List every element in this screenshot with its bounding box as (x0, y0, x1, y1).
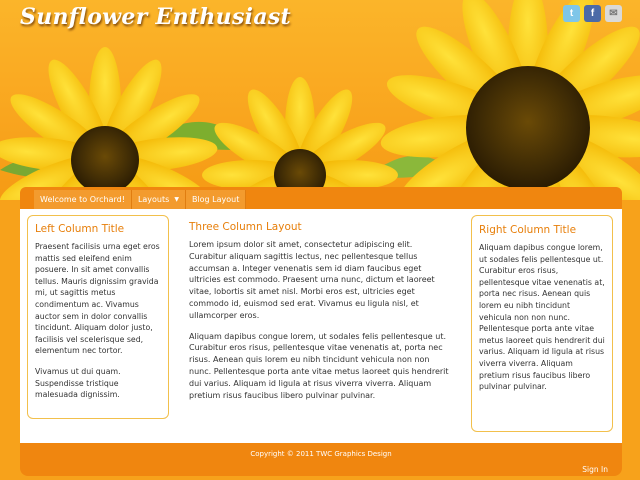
sign-in-link[interactable]: Sign In (582, 465, 608, 474)
left-column-paragraph: Vivamus ut dui quam. Suspendisse tristique malesuada dignissim. (35, 366, 121, 400)
main-nav-bar (20, 187, 622, 209)
copyright-text: Copyright © 2011 TWC Graphics Design (250, 450, 392, 458)
main-nav (34, 190, 246, 209)
site-title[interactable]: Sunflower Enthusiast (20, 4, 292, 30)
left-column (27, 215, 169, 419)
right-column-paragraph: Aliquam dapibus congue lorem, ut sodales felis pellentesque ut. Curabitur eros risus, pellentesque vitae venenatis at, porta nec risus. Aenean quis lorem eu nibh tincidunt vehicula non non nunc. Pellentesque porta ante vitae metus laoreet quis hendrerit dui varius. Aliquam id ligula at risus viverra viverra. Aliquam pretium risus faucibus libero pulvinar pulvinar. (479, 243, 605, 392)
center-column (189, 221, 451, 401)
nav-item-label: Layouts (137, 195, 170, 204)
facebook-icon[interactable]: f (584, 5, 601, 22)
center-column-paragraph: Lorem ipsum dolor sit amet, consectetur adipiscing elit. Curabitur aliquam sagittis lectus, nec pellentesque tellus accumsan a. Integer venenatis sem id diam faucibus eget ultricies est commodo. Praesent urna nunc, dictum et laoreet vitae, lobortis sit amet nisl. Morbi eros est, ultricies eget commodo id, euismod sed erat. Vivamus eu ligula nisl, et ullamcorper eros. (189, 240, 435, 320)
right-column-title: Right Column Title (479, 224, 577, 236)
nav-item-layouts[interactable] (132, 190, 186, 209)
right-column (471, 215, 613, 432)
nav-item-label: Welcome to Orchard! (40, 195, 125, 204)
center-column-paragraph: Aliquam dapibus congue lorem, ut sodales felis pellentesque ut. Curabitur eros risus, pellentesque vitae venenatis at, porta nec risus. Aenean quis lorem eu nibh tincidunt vehicula non non nunc. Pellentesque porta ante vitae metus laoreet quis hendrerit dui varius. Aliquam id ligula at risus viverra viverra. Aliquam pretium risus faucibus libero pulvinar pulvinar. (189, 331, 449, 400)
twitter-icon[interactable]: t (563, 5, 580, 22)
chevron-down-icon: ▼ (174, 196, 179, 203)
center-column-title: Three Column Layout (189, 221, 302, 233)
left-column-paragraph: Praesent facilisis urna eget eros mattis sed eleifend enim posuere. In sit amet convallis tellus. Mauris dignissim gravida mi, ut sagittis metus condimentum ac. Vivamus auctor sem in dolor convallis tincidunt. Aliquam dolor justo, facilisis vel scelerisque sed, elementum nec tortor. (35, 242, 160, 356)
header-banner (0, 0, 640, 200)
nav-item-welcome[interactable] (34, 190, 132, 209)
nav-item-blog-layout[interactable] (186, 190, 246, 209)
content-area (20, 209, 622, 443)
social-icons (563, 5, 622, 22)
nav-item-label: Blog Layout (191, 195, 240, 204)
email-icon[interactable]: ✉ (605, 5, 622, 22)
left-column-title: Left Column Title (35, 223, 125, 235)
footer (20, 443, 622, 476)
sunflower-banner-image (0, 0, 640, 200)
